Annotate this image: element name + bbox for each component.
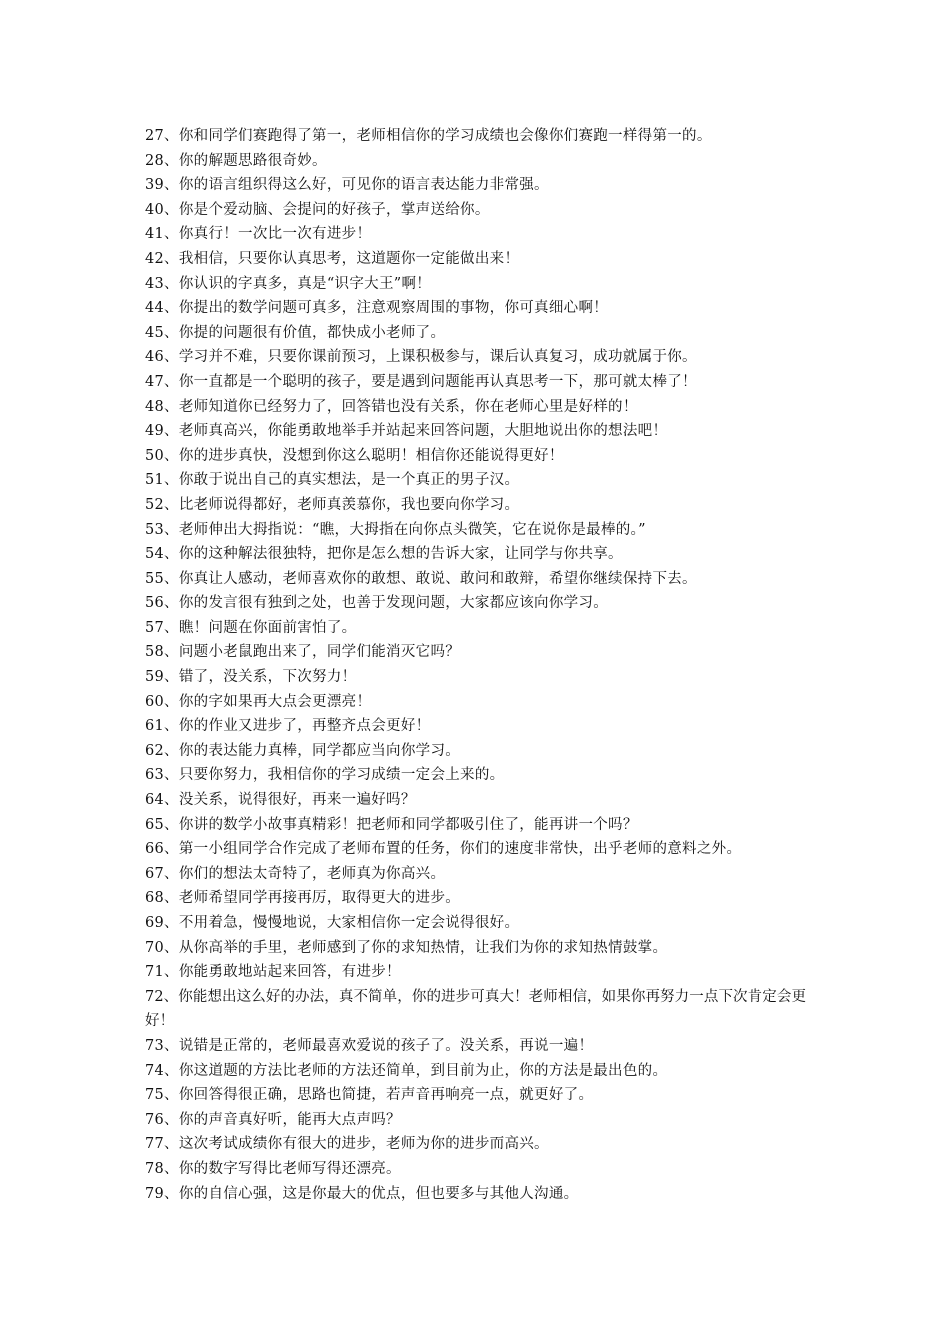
list-item: 65、你讲的数学小故事真精彩！把老师和同学都吸引住了，能再讲一个吗？ xyxy=(145,816,638,833)
list-item: 50、你的进步真快，没想到你这么聪明！相信你还能说得更好！ xyxy=(145,447,564,464)
list-item: 39、你的语言组织得这么好，可见你的语言表达能力非常强。 xyxy=(145,177,549,194)
list-item: 57、瞧！问题在你面前害怕了。 xyxy=(145,619,357,636)
list-item: 49、老师真高兴，你能勇敢地举手并站起来回答问题，大胆地说出你的想法吧！ xyxy=(145,423,668,440)
list-item: 58、问题小老鼠跑出来了，同学们能消灭它吗？ xyxy=(145,644,461,661)
list-item: 53、老师伸出大拇指说：“瞧，大拇指在向你点头微笑，它在说你是最棒的。” xyxy=(145,521,646,538)
list-item: 76、你的声音真好听，能再大点声吗？ xyxy=(145,1111,401,1128)
list-item: 59、错了，没关系，下次努力！ xyxy=(145,669,357,686)
list-item: 64、没关系，说得很好，再来一遍好吗？ xyxy=(145,792,416,809)
list-item: 70、从你高举的手里，老师感到了你的求知热情，让我们为你的求知热情鼓掌。 xyxy=(145,939,668,956)
list-item: 60、你的字如果再大点会更漂亮！ xyxy=(145,693,372,710)
list-item: 40、你是个爱动脑、会提问的好孩子，掌声送给你。 xyxy=(145,201,490,218)
list-item: 48、老师知道你已经努力了，回答错也没有关系，你在老师心里是好样的！ xyxy=(145,398,638,415)
list-item: 79、你的自信心强，这是你最大的优点，但也要多与其他人沟通。 xyxy=(145,1185,579,1202)
list-item: 73、说错是正常的，老师最喜欢爱说的孩子了。没关系，再说一遍！ xyxy=(145,1037,594,1054)
list-item: 75、你回答得很正确，思路也简捷，若声音再响亮一点，就更好了。 xyxy=(145,1087,594,1104)
list-item: 77、这次考试成绩你有很大的进步，老师为你的进步而高兴。 xyxy=(145,1136,549,1153)
list-item: 74、你这道题的方法比老师的方法还简单，到目前为止，你的方法是最出色的。 xyxy=(145,1062,668,1079)
document-body xyxy=(145,124,815,1206)
list-item: 27、你和同学们赛跑得了第一，老师相信你的学习成绩也会像你们赛跑一样得第一的。 xyxy=(145,128,712,144)
list-item: 54、你的这种解法很独特，把你是怎么想的告诉大家，让同学与你共享。 xyxy=(145,546,623,563)
list-item: 71、你能勇敢地站起来回答，有进步！ xyxy=(145,964,401,981)
list-item: 28、你的解题思路很奇妙。 xyxy=(145,152,327,169)
list-item: 66、第一小组同学合作完成了老师布置的任务，你们的速度非常快，出乎老师的意料之外。 xyxy=(145,841,742,858)
list-item: 61、你的作业又进步了，再整齐点会更好！ xyxy=(145,718,431,735)
list-item: 52、比老师说得都好，老师真羡慕你，我也要向你学习。 xyxy=(145,496,520,513)
list-item: 68、老师希望同学再接再厉，取得更大的进步。 xyxy=(145,890,461,907)
list-item: 63、只要你努力，我相信你的学习成绩一定会上来的。 xyxy=(145,767,505,784)
list-item: 62、你的表达能力真棒，同学都应当向你学习。 xyxy=(145,742,461,759)
list-item: 69、不用着急，慢慢地说，大家相信你一定会说得很好。 xyxy=(145,915,520,931)
list-item: 44、你提出的数学问题可真多，注意观察周围的事物，你可真细心啊！ xyxy=(145,300,609,317)
list-item: 42、我相信，只要你认真思考，这道题你一定能做出来！ xyxy=(145,250,520,267)
list-item: 46、学习并不难，只要你课前预习，上课积极参与，课后认真复习，成功就属于你。 xyxy=(145,349,697,366)
list-item: 56、你的发言很有独到之处，也善于发现问题，大家都应该向你学习。 xyxy=(145,595,609,612)
list-item: 43、你认识的字真多，真是“识字大王”啊！ xyxy=(145,275,432,292)
list-item: 47、你一直都是一个聪明的孩子，要是遇到问题能再认真思考一下，那可就太棒了！ xyxy=(145,373,697,390)
list-item: 78、你的数字写得比老师写得还漂亮。 xyxy=(145,1160,401,1177)
list-item: 55、你真让人感动，老师喜欢你的敢想、敢说、敢问和敢辩，希望你继续保持下去。 xyxy=(145,570,697,587)
list-item: 51、你敢于说出自己的真实想法，是一个真正的男子汉。 xyxy=(145,472,520,489)
list-item: 67、你们的想法太奇特了，老师真为你高兴。 xyxy=(145,865,446,882)
list-item: 41、你真行！一次比一次有进步！ xyxy=(145,226,372,243)
list-item: 45、你提的问题很有价值，都快成小老师了。 xyxy=(145,324,446,341)
list-item: 72、你能想出这么好的办法，真不简单，你的进步可真大！老师相信，如果你再努力一点下次肯定会更好！ xyxy=(145,988,807,1030)
